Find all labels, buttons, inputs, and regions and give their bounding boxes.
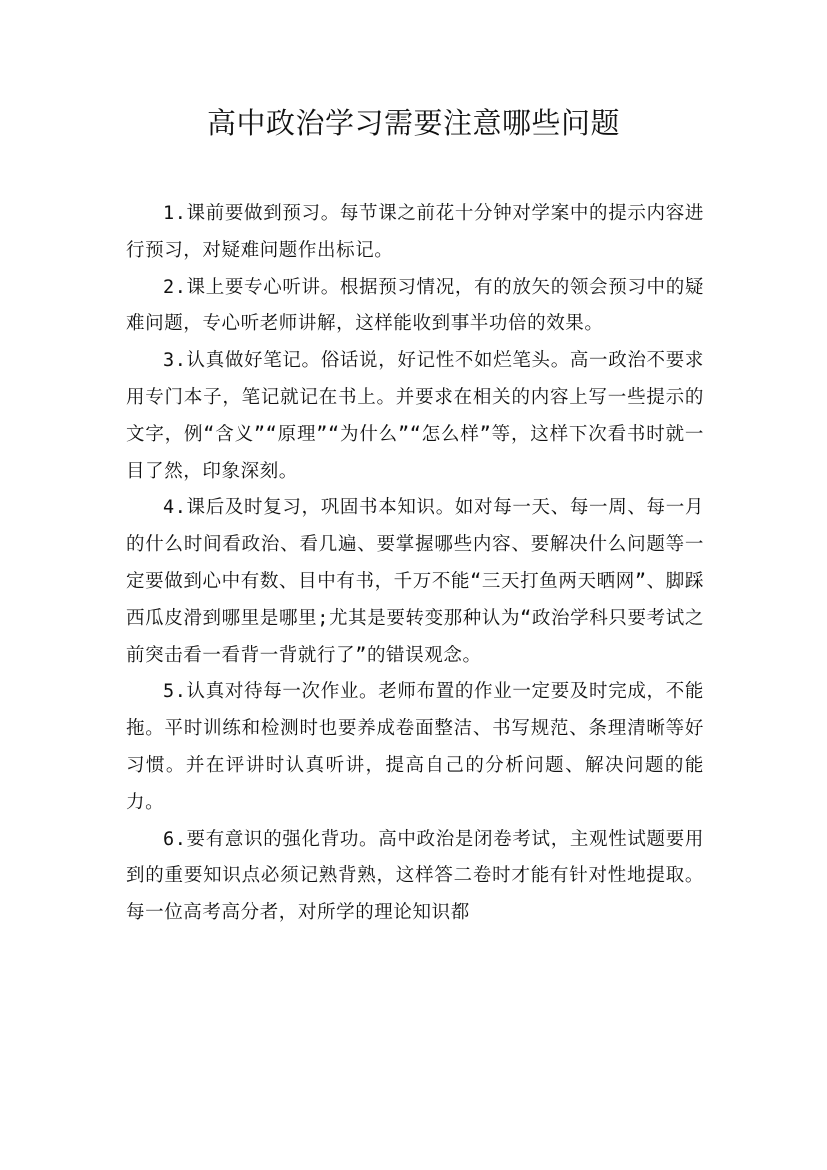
paragraph-2: 2.课上要专心听讲。根据预习情况，有的放矢的领会预习中的疑难问题，专心听老师讲解，这样能收到事半功倍的效果。	[126, 276, 704, 335]
paragraph-4: 4.课后及时复习，巩固书本知识。如对每一天、每一周、每一月的什么时间看政治、看几遍、要掌握哪些内容、要解决什么问题等一定要做到心中有数、目中有书，千万不能“三天打鱼两天晒网”、脚踩西瓜皮滑到哪里是哪里;尤其是要转变那种认为“政治学科只要考试之前突击看一看背一背就行了”的错误观念。	[126, 497, 704, 666]
paragraph-1: 1.课前要做到预习。每节课之前花十分钟对学案中的提示内容进行预习，对疑难问题作出标记。	[126, 203, 704, 261]
paragraph-6: 6.要有意识的强化背功。高中政治是闭卷考试，主观性试题要用到的重要知识点必须记熟背熟，这样答二卷时才能有针对性地提取。每一位高考高分者，对所学的理论知识都	[126, 828, 704, 924]
paragraph-5: 5.认真对待每一次作业。老师布置的作业一定要及时完成，不能拖。平时训练和检测时也要养成卷面整洁、书写规范、条理清晰等好习惯。并在评讲时认真听讲，提高自己的分析问题、解决问题的能力。	[126, 681, 704, 813]
document-title: 高中政治学习需要注意哪些问题	[206, 106, 620, 140]
paragraph-3: 3.认真做好笔记。俗话说，好记性不如烂笔头。高一政治不要求用专门本子，笔记就记在书上。并要求在相关的内容上写一些提示的文字，例“含义”“原理”“为什么”“怎么样”等，这样下次看书时就一目了然，印象深刻。	[126, 350, 704, 482]
document-body	[126, 196, 704, 932]
